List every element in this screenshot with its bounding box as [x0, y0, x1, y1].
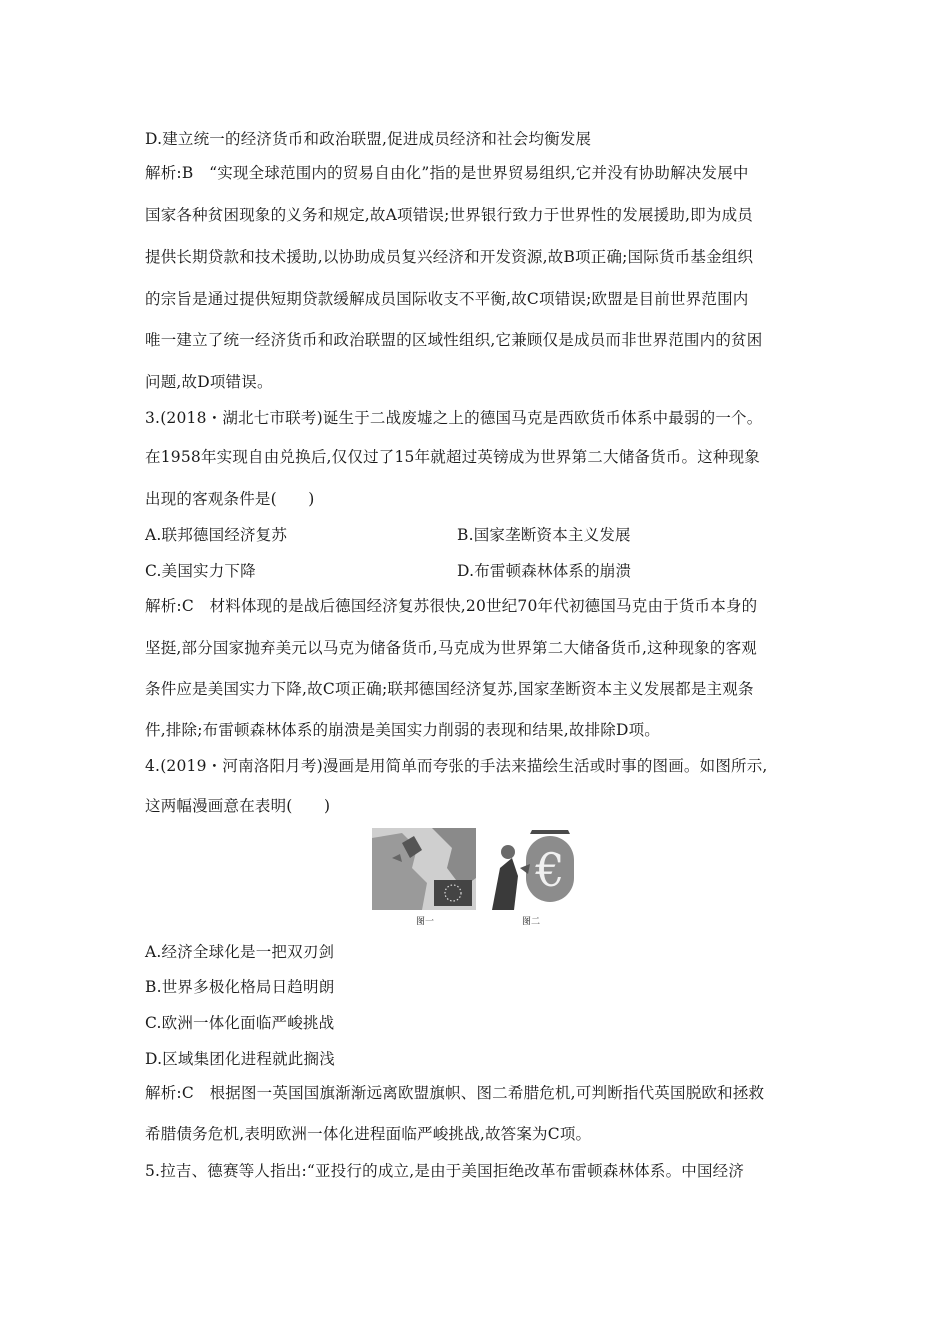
analysis-line: 条件应是美国实力下降,故C项正确;联邦德国经济复苏,国家垄断资本主义发展都是主观条 [145, 680, 754, 698]
cartoon-figure [372, 828, 580, 930]
analysis-line: 解析:C 材料体现的是战后德国经济复苏很快,20世纪70年代初德国马克由于货币本身的 [145, 597, 758, 615]
question-3-line: 3.(2018・湖北七市联考)诞生于二战废墟之上的德国马克是西欧货币体系中最弱的一个。 [145, 409, 763, 427]
option-b: B.国家垄断资本主义发展 [457, 526, 631, 544]
question-4-line: 4.(2019・河南洛阳月考)漫画是用简单而夸张的手法来描绘生活或时事的图画。如图所示, [145, 757, 768, 775]
option-d: D.布雷顿森林体系的崩溃 [457, 562, 632, 580]
option-a: A.联邦德国经济复苏 [145, 526, 288, 544]
option-c: C.美国实力下降 [145, 562, 256, 580]
option-row [145, 525, 631, 545]
figure-caption-2: 图二 [522, 917, 541, 927]
option-row [145, 561, 632, 581]
analysis-line: 的宗旨是通过提供短期贷款缓解成员国际收支不平衡,故C项错误;欧盟是目前世界范围内 [145, 290, 749, 308]
analysis-line: 坚挺,部分国家抛弃美元以马克为储备货币,马克成为世界第二大储备货币,这种现象的客观 [145, 639, 757, 657]
question-3-line: 在1958年实现自由兑换后,仅仅过了15年就超过英镑成为世界第二大储备货币。这种现象 [145, 448, 760, 466]
option-d: D.区域集团化进程就此搁浅 [145, 1050, 335, 1068]
option-a: A.经济全球化是一把双刃剑 [145, 943, 335, 961]
analysis-line: 解析:C 根据图一英国国旗渐渐远离欧盟旗帜、图二希腊危机,可判断指代英国脱欧和拯救 [145, 1084, 765, 1102]
euro-symbol: € [535, 843, 565, 897]
option-d-line: D.建立统一的经济货币和政治联盟,促进成员经济和社会均衡发展 [145, 130, 592, 148]
figure-caption-1: 图一 [416, 917, 435, 927]
analysis-line: 解析:B “实现全球范围内的贸易自由化”指的是世界贸易组织,它并没有协助解决发展中 [145, 164, 749, 182]
question-4-line: 这两幅漫画意在表明( ) [145, 797, 331, 815]
option-b: B.世界多极化格局日趋明朗 [145, 978, 335, 996]
analysis-line: 唯一建立了统一经济货币和政治联盟的区域性组织,它兼顾仅是成员而非世界范围内的贫困 [145, 331, 763, 349]
cartoon-1-image [372, 828, 476, 910]
question-3-line: 出现的客观条件是( ) [145, 490, 315, 508]
option-c: C.欧洲一体化面临严峻挑战 [145, 1014, 335, 1032]
analysis-line: 问题,故D项错误。 [145, 373, 273, 391]
analysis-line: 国家各种贫困现象的义务和规定,故A项错误;世界银行致力于世界性的发展援助,即为成员 [145, 206, 753, 224]
analysis-line: 提供长期贷款和技术援助,以协助成员复兴经济和开发资源,故B项正确;国际货币基金组织 [145, 248, 754, 266]
analysis-line: 希腊债务危机,表明欧洲一体化进程面临严峻挑战,故答案为C项。 [145, 1125, 592, 1143]
question-5-line: 5.拉吉、德赛等人指出:“亚投行的成立,是由于美国拒绝改革布雷顿森林体系。中国经济 [145, 1162, 745, 1180]
cartoon-2-image [484, 828, 580, 910]
analysis-line: 件,排除;布雷顿森林体系的崩溃是美国实力削弱的表现和结果,故排除D项。 [145, 721, 661, 739]
